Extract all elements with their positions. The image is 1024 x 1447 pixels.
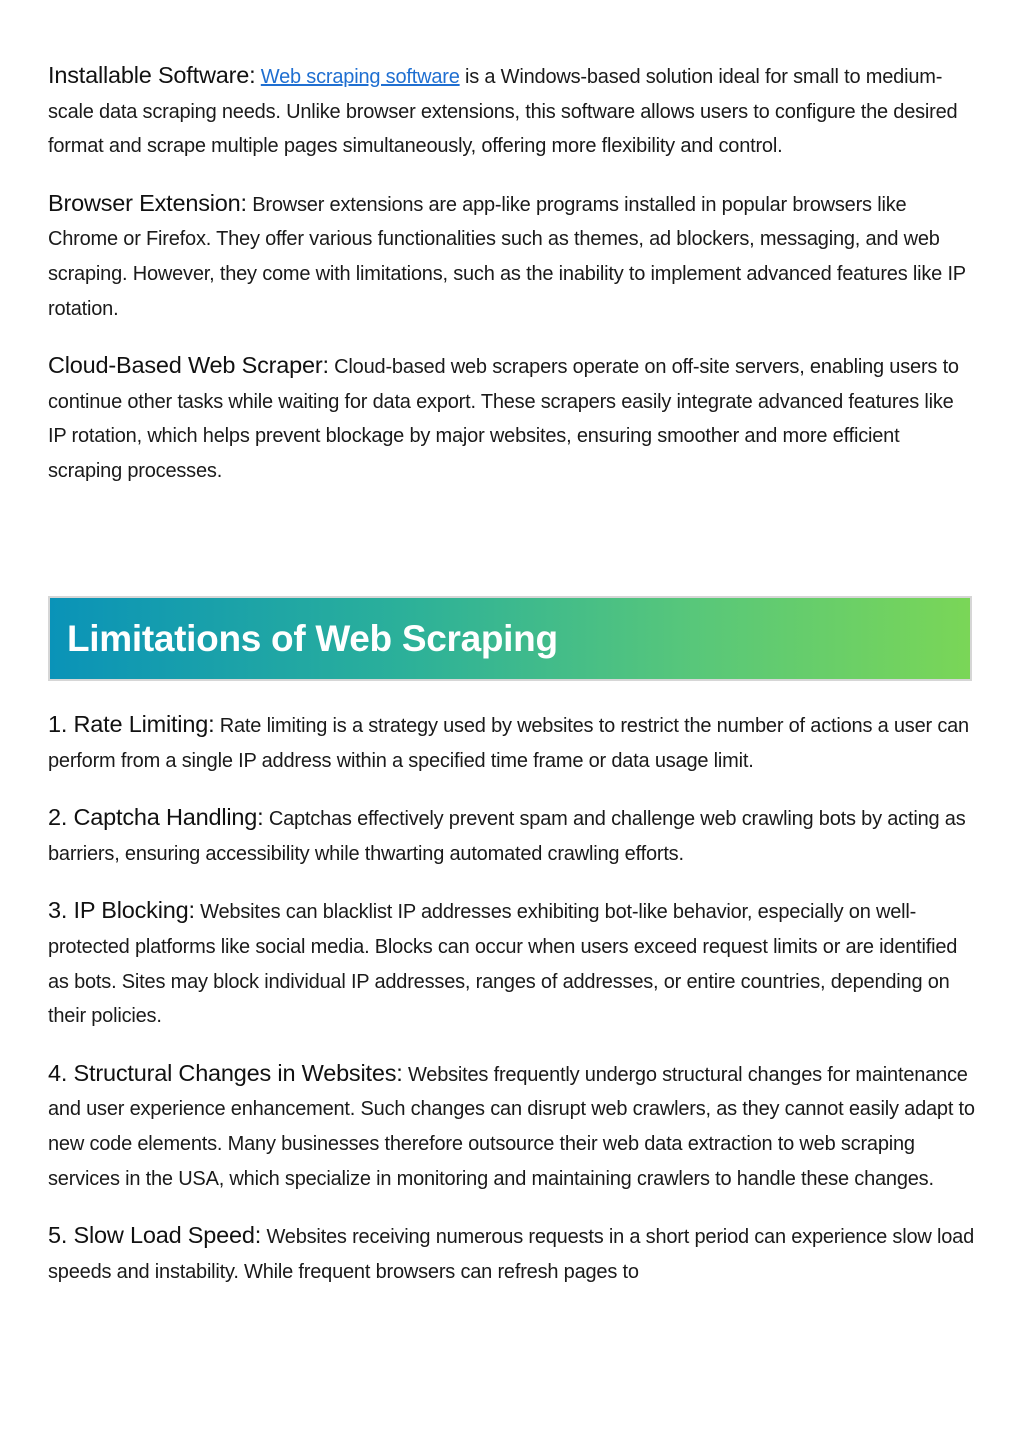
intro-section <box>48 58 976 489</box>
list-item <box>48 707 976 778</box>
installable-software-paragraph <box>48 58 976 164</box>
browser-extension-paragraph <box>48 186 976 326</box>
list-item <box>48 1056 976 1196</box>
list-item-body: Websites receiving numerous requests in a short period can experience slow load speeds and instability. While frequent browsers can refresh pages to <box>48 1226 975 1283</box>
list-item <box>48 800 976 871</box>
list-item-term: 3. IP Blocking: <box>48 897 195 924</box>
browser-extension-body: Browser extensions are app-like programs installed in popular browsers like Chrome or Firefox. They offer various functionalities such as themes, ad blockers, messaging, and web scraping. However, they come with limitations, such as the inability to implement advanced features like IP rotation. <box>48 193 966 320</box>
list-item-term: 5. Slow Load Speed: <box>48 1222 262 1249</box>
list-item-term: 1. Rate Limiting: <box>48 711 215 737</box>
installable-software-term: Installable Software: <box>48 62 256 88</box>
section-heading-banner <box>48 596 972 681</box>
web-scraping-software-link[interactable]: Web scraping software <box>260 66 460 88</box>
list-item-body: Captchas effectively prevent spam and challenge web crawling bots by acting as barriers, ensuring accessibility while thwarting automated crawling efforts. <box>48 808 966 865</box>
section-heading: Limitations of Web Scraping <box>67 618 558 659</box>
list-item-term: 4. Structural Changes in Websites: <box>48 1059 403 1086</box>
browser-extension-term: Browser Extension: <box>48 189 247 216</box>
cloud-scraper-paragraph <box>48 348 976 488</box>
list-item-body: Rate limiting is a strategy used by websites to restrict the number of actions a user can perform from a single IP address within a specified time frame or data usage limit. <box>48 715 969 772</box>
cloud-scraper-body: Cloud-based web scrapers operate on off-site servers, enabling users to continue other tasks while waiting for data export. These scrapers easily integrate advanced features like IP rotation, which helps prevent blockage by major websites, ensuring smoother and more efficient scraping processes. <box>48 356 959 482</box>
list-item <box>48 893 976 1033</box>
cloud-scraper-term: Cloud-Based Web Scraper: <box>48 352 329 379</box>
list-item-term: 2. Captcha Handling: <box>48 804 264 831</box>
list-item-body: Websites frequently undergo structural changes for maintenance and user experience enhancement. Such changes can disrupt web crawlers, as they cannot easily adapt to new code elements. Many businesses therefore outsource their web data extraction to web scraping services in the USA, which specialize in monitoring and maintaining crawlers to handle these changes. <box>48 1063 975 1190</box>
list-item <box>48 1218 976 1289</box>
list-item-body: Websites can blacklist IP addresses exhibiting bot-like behavior, especially on well-protected platforms like social media. Blocks can occur when users exceed request limits or are identified as bots. Sites may block individual IP addresses, ranges of addresses, or entire countries, depending on their policies. <box>48 901 958 1028</box>
installable-software-body: is a Windows-based solution ideal for small to medium-scale data scraping needs. Unlike browser extensions, this software allows users to configure the desired format and scrape multiple pages simultaneously, offering more flexibility and control. <box>48 66 958 158</box>
limitations-list <box>48 707 976 1311</box>
